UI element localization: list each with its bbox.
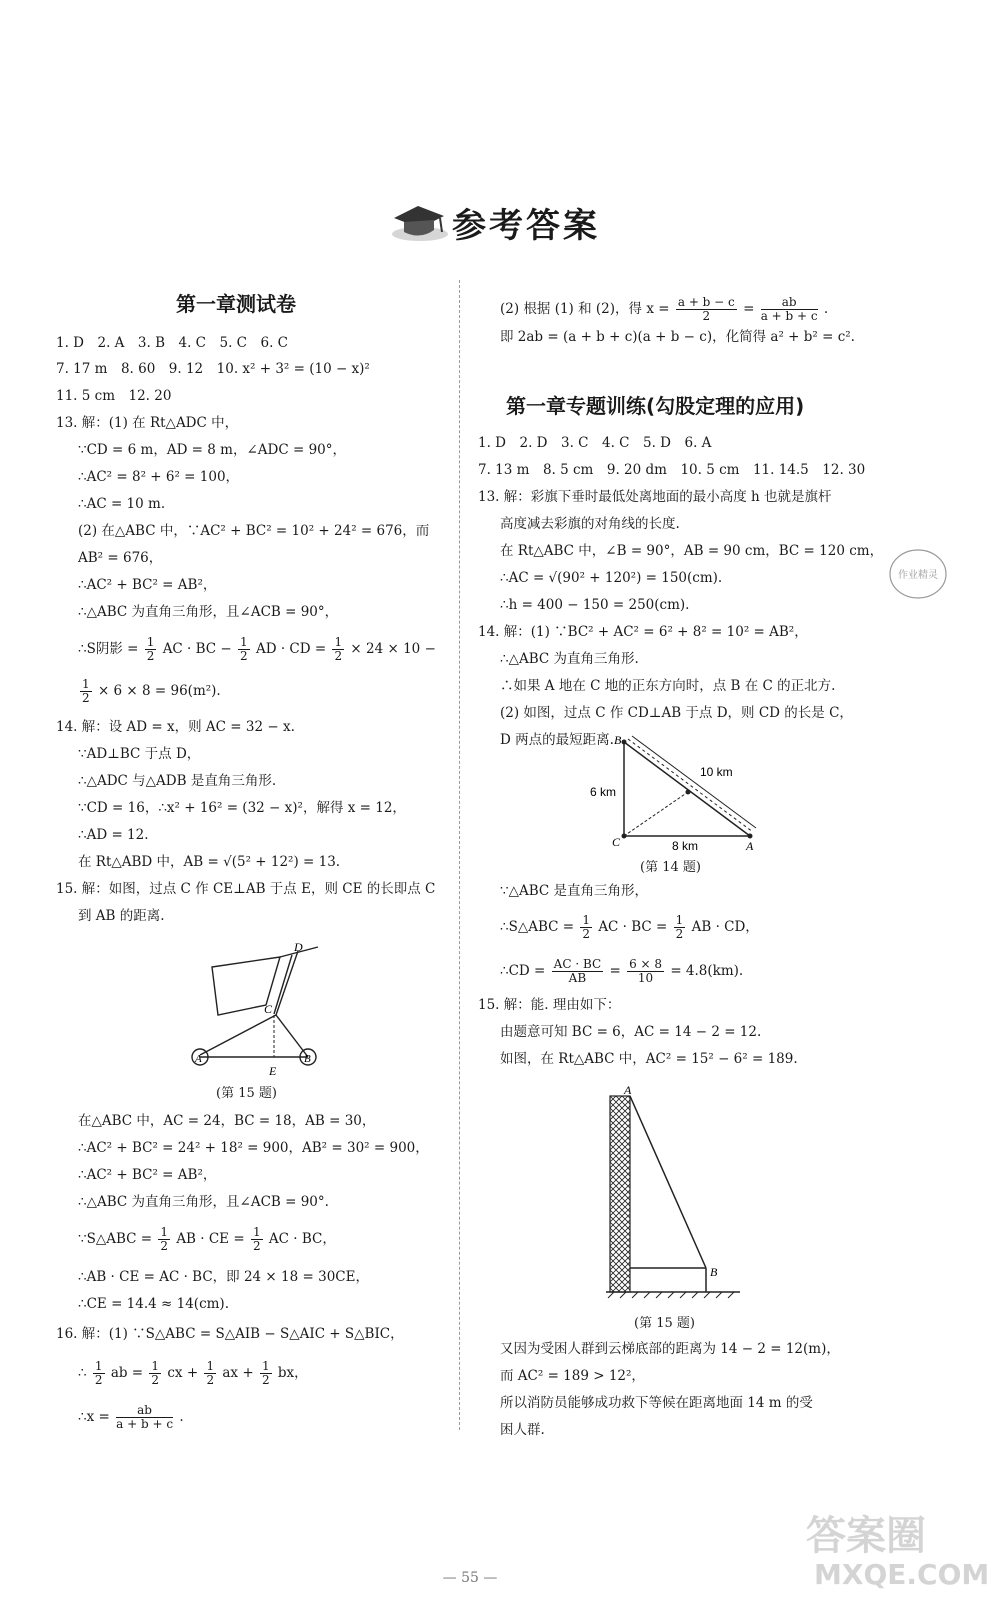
answer-line: ∴ $\frac{1}{2}$ ab = $\frac{1}{2}$ cx + $\frac{1}{2}$ ax + $\frac{1}{2}$ bx， (78, 1359, 308, 1387)
point-label: A (746, 839, 754, 853)
fraction: $\frac{6 \times 8}{10}$ (629, 957, 663, 985)
point-label: B (614, 733, 622, 747)
answer-line: AB² = 676， (78, 550, 163, 566)
answer-line: ∴AB · CE = AC · BC，即 24 × 18 = 30CE， (78, 1269, 369, 1285)
figure-caption: (第 15 题) (216, 1086, 277, 1101)
answer-line: 即 2ab = (a + b + c)(a + b − c)，化简得 a² + b² = c². (500, 329, 855, 345)
answer-line: ∴AC² + BC² = AB²， (78, 1167, 217, 1183)
point-label: A (195, 1053, 202, 1065)
answer-line: 困人群. (500, 1422, 545, 1438)
point-label: E (269, 1064, 277, 1078)
answer-line: 在△ABC 中，AC = 24，BC = 18，AB = 30， (78, 1113, 376, 1129)
answer-line: 在 Rt△ABC 中，∠B = 90°，AB = 90 cm，BC = 120 cm， (500, 543, 884, 559)
fraction: $\frac{1}{2}$ (151, 1359, 160, 1387)
fraction: $\frac{1}{2}$ (82, 677, 90, 705)
answer-line: (2) 根据 (1) 和 (2)，得 x = $\frac{a + b - c}{2}$ = $\frac{ab}{a + b + c}$ . (500, 295, 829, 323)
answer-line: ∵CD = 6 m，AD = 8 m，∠ADC = 90°， (78, 442, 347, 458)
answer-line: ∵CD = 16，∴x² + 16² = (32 − x)²，解得 x = 12， (78, 800, 406, 816)
fraction: $\frac{ab}{a + b + c}$ (760, 295, 818, 323)
figure-caption: (第 14 题) (640, 860, 701, 875)
answer-line: 由题意可知 BC = 6，AC = 14 − 2 = 12. (500, 1024, 762, 1040)
answer-line: 14. 解：设 AD = x，则 AC = 32 − x. (56, 719, 295, 735)
length-label: 10 km (700, 765, 733, 779)
answer-line: ∴CE = 14.4 ≈ 14(cm). (78, 1296, 229, 1312)
answer-line: 到 AB 的距离. (78, 908, 165, 924)
answer-line: 7. 13 m 8. 5 cm 9. 20 dm 10. 5 cm 11. 14.5 12. 30 (478, 462, 866, 478)
figure-cart (180, 935, 330, 1080)
answer-line: (2) 在△ABC 中，∵AC² + BC² = 10² + 24² = 676，而 (78, 523, 430, 539)
length-label: 8 km (672, 839, 699, 853)
answer-line: ∴h = 400 − 150 = 250(cm). (500, 597, 690, 613)
answer-line: 所以消防员能够成功救下等候在距离地面 14 m 的受 (500, 1395, 813, 1411)
answer-line: ∵AD⊥BC 于点 D， (78, 746, 201, 762)
answer-line: D 两点的最短距离. (500, 732, 614, 748)
answer-line: ∴AC² + BC² = 24² + 18² = 900，AB² = 30² = 900， (78, 1140, 429, 1156)
section-title-left: 第一章测试卷 (176, 292, 296, 316)
fraction: $\frac{1}{2}$ (206, 1359, 215, 1387)
fraction: $\frac{1}{2}$ (675, 913, 684, 941)
answer-line: ∴x = $\frac{ab}{a + b + c}$ . (78, 1403, 184, 1431)
column-divider (459, 280, 460, 1430)
answer-line: 13. 解：(1) 在 Rt△ADC 中， (56, 415, 239, 431)
answer-line: 在 Rt△ABD 中，AB = √(5² + 12²) = 13. (78, 854, 341, 870)
answer-line: ∵S△ABC = $\frac{1}{2}$ AB · CE = $\frac{1}{2}$ AC · BC， (78, 1225, 336, 1253)
point-label: B (710, 1265, 718, 1279)
answer-line: ∴CD = $\frac{AC \cdot BC}{AB}$ = $\frac{6 \times 8}{10}$ = 4.8(km). (500, 957, 744, 985)
answer-line: $\frac{1}{2}$ × 6 × 8 = 96(m²). (82, 677, 221, 705)
point-label: B (304, 1053, 311, 1065)
answer-line: 而 AC² = 189 > 12²， (500, 1368, 645, 1384)
fraction: $\frac{1}{2}$ (252, 1225, 261, 1253)
answer-line: 高度减去彩旗的对角线的长度. (500, 516, 680, 532)
fraction: $\frac{1}{2}$ (146, 635, 155, 663)
stamp-text: 作业精灵 (898, 570, 938, 581)
answer-line: ∴如果 A 地在 C 地的正东方向时，点 B 在 C 的正北方. (500, 678, 836, 694)
fraction: $\frac{AC \cdot BC}{AB}$ (553, 957, 602, 985)
answer-line: ∴△ADC 与△ADB 是直角三角形. (78, 773, 277, 789)
title-banner (388, 196, 628, 248)
fraction: $\frac{a + b - c}{2}$ (677, 295, 735, 323)
answer-line: ∴AC = √(90² + 120²) = 150(cm). (500, 570, 723, 586)
answer-line: 11. 5 cm 12. 20 (56, 388, 172, 404)
fraction: $\frac{1}{2}$ (582, 913, 591, 941)
point-label: D (294, 940, 303, 954)
answer-line: 15. 解：能. 理由如下： (478, 997, 621, 1013)
fraction: $\frac{ab}{a + b + c}$ (116, 1403, 174, 1431)
answer-line: 15. 解：如图，过点 C 作 CE⊥AB 于点 E，则 CE 的长即点 C (56, 881, 436, 897)
answer-line: ∴△ABC 为直角三角形，且∠ACB = 90°. (78, 1194, 329, 1210)
fraction: $\frac{1}{2}$ (160, 1225, 169, 1253)
answer-line: ∴△ABC 为直角三角形. (500, 651, 639, 667)
fraction: $\frac{1}{2}$ (94, 1359, 103, 1387)
point-label: A (624, 1083, 632, 1097)
answer-line: ∴S△ABC = $\frac{1}{2}$ AC · BC = $\frac{1}{2}$ AB · CD， (500, 913, 759, 941)
answer-line: 1. D 2. D 3. C 4. C 5. D 6. A (478, 435, 712, 451)
answer-line: 1. D 2. A 3. B 4. C 5. C 6. C (56, 335, 289, 351)
answer-line: 7. 17 m 8. 60 9. 12 10. x² + 3² = (10 − x)² (56, 361, 370, 377)
length-label: 6 km (590, 785, 617, 799)
point-label: C (612, 835, 621, 849)
answer-line: ∴△ABC 为直角三角形，且∠ACB = 90°， (78, 604, 339, 620)
answer-line: 14. 解：(1) ∵BC² + AC² = 6² + 8² = 10² = AB²， (478, 624, 808, 640)
fraction: $\frac{1}{2}$ (261, 1359, 270, 1387)
answer-line: ∵△ABC 是直角三角形， (500, 883, 649, 899)
figure-14-triangle (588, 732, 768, 857)
answer-line: 13. 解：彩旗下垂时最低处离地面的最小高度 h 也就是旗杆 (478, 489, 832, 505)
answer-line: 16. 解：(1) ∵S△ABC = S△AIB − S△AIC + S△BIC， (56, 1326, 404, 1342)
figure-15-ladder (598, 1078, 746, 1306)
answer-line: 如图，在 Rt△ABC 中，AC² = 15² − 6² = 189. (500, 1051, 798, 1067)
section-title-right: 第一章专题训练(勾股定理的应用) (506, 394, 805, 418)
answer-line: ∴AC² + BC² = AB²， (78, 577, 217, 593)
answer-line: (2) 如图，过点 C 作 CD⊥AB 于点 D，则 CD 的长是 C， (500, 705, 853, 721)
answer-line: ∴AC² = 8² + 6² = 100， (78, 469, 240, 485)
answer-line: ∴S阴影 = $\frac{1}{2}$ AC · BC − $\frac{1}{2}$ AD · CD = $\frac{1}{2}$ × 24 × 10 − (78, 635, 436, 663)
answer-line: 又因为受困人群到云梯底部的距离为 14 − 2 = 12(m)， (500, 1341, 840, 1357)
page-number: — 55 — (442, 1570, 498, 1586)
answer-line: ∴AD = 12. (78, 827, 149, 843)
fraction: $\frac{1}{2}$ (240, 635, 248, 663)
watermark-logo: 答案圈 MXQE.COM (806, 1513, 990, 1591)
point-label: C (264, 1002, 273, 1016)
figure-caption: (第 15 题) (634, 1316, 695, 1331)
stamp-mark (886, 545, 950, 603)
graduation-cap-icon (388, 200, 448, 244)
page-title: 参考答案 (452, 206, 600, 246)
fraction: $\frac{1}{2}$ (334, 635, 343, 663)
answer-line: ∴AC = 10 m. (78, 496, 166, 512)
